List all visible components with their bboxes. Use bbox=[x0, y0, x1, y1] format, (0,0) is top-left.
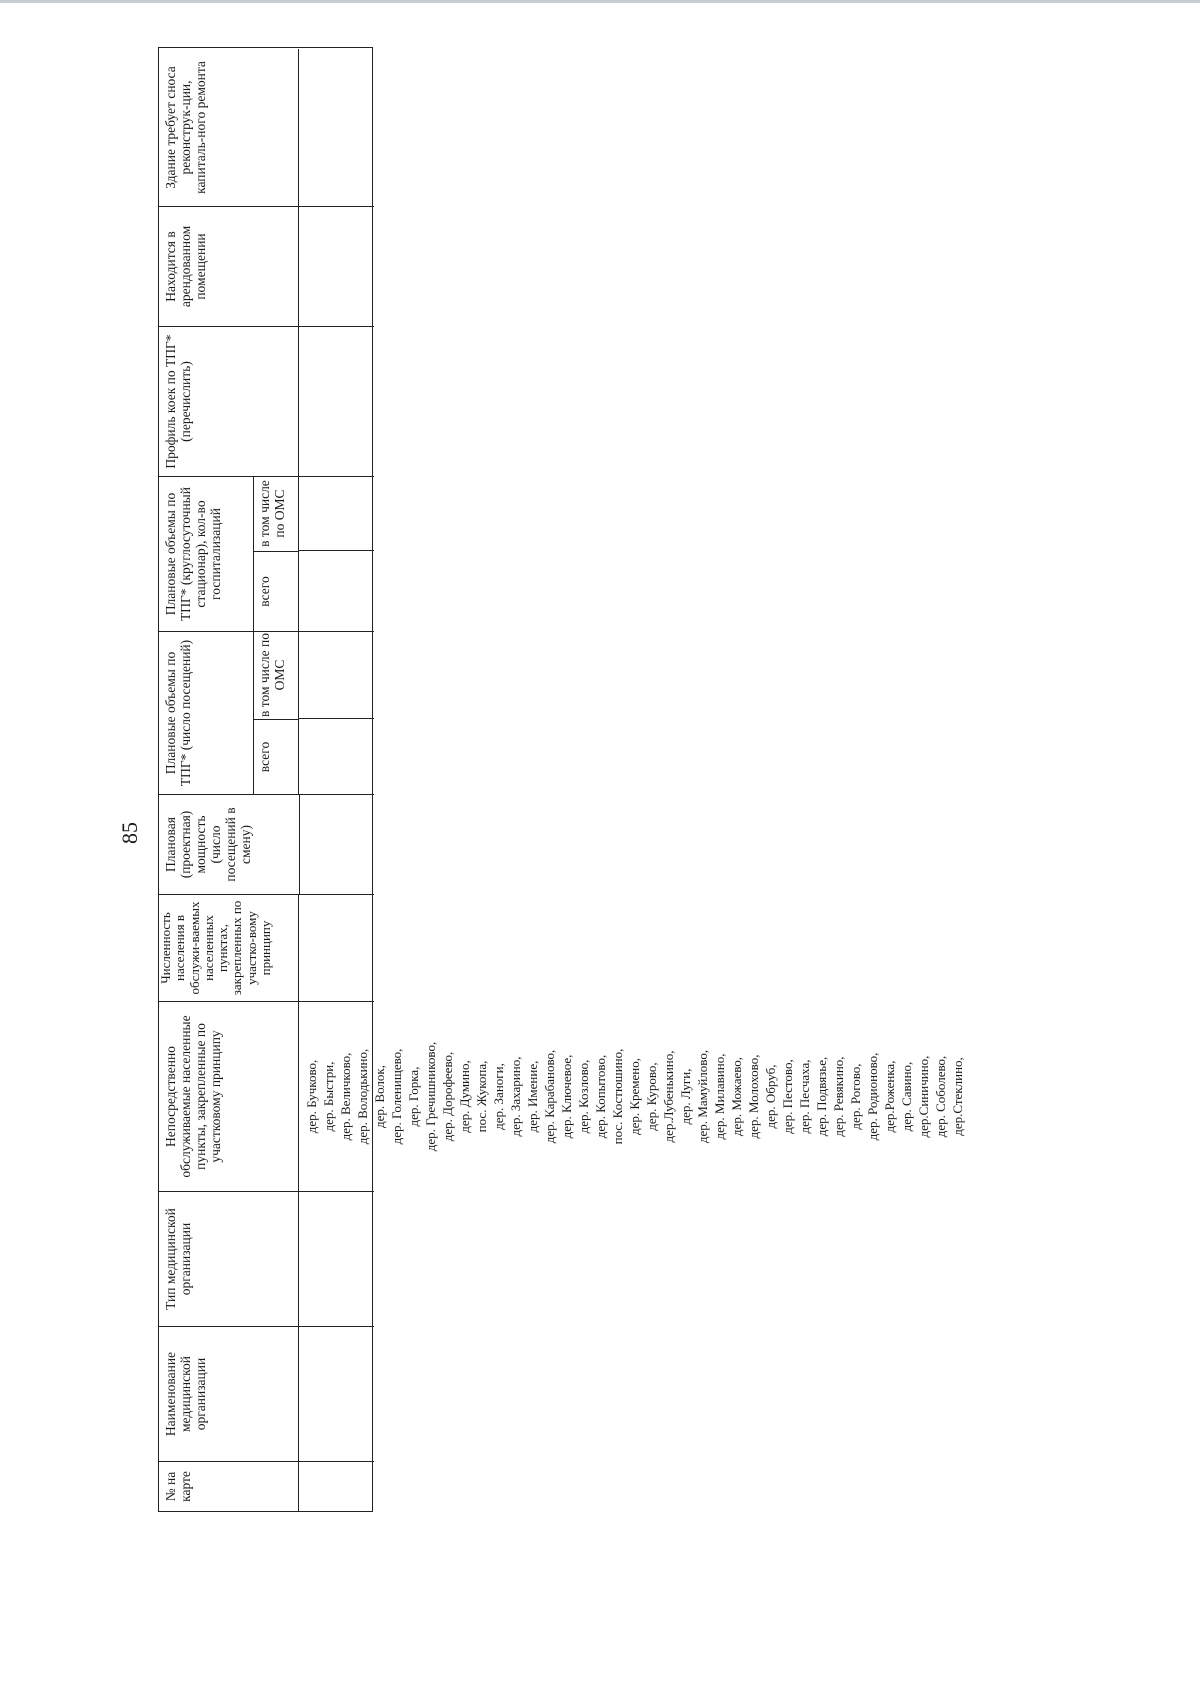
scan-edge bbox=[0, 0, 1200, 3]
column-capacity bbox=[159, 794, 374, 894]
column-org-type bbox=[159, 1191, 374, 1326]
column-visits bbox=[159, 631, 374, 794]
settlement-item: дер. Карабаново, bbox=[542, 1049, 557, 1144]
column-org-name bbox=[159, 1326, 374, 1461]
settlement-item: дер. Родионово, bbox=[865, 1052, 880, 1141]
column-population bbox=[159, 894, 374, 1001]
header-capacity: Плановая (проектная) мощность (число посещений в смену) bbox=[163, 807, 253, 882]
settlement-item: дер. Бучково, bbox=[304, 1059, 319, 1134]
column-beds bbox=[159, 326, 374, 476]
settlement-item: дер. Ревякино, bbox=[831, 1056, 846, 1137]
header-hospitalizations: Плановые объемы по ТПГ* (круглосуточный стационар), кол-во госпитализаций bbox=[159, 477, 254, 631]
settlement-item: дер. Копытово, bbox=[593, 1054, 608, 1139]
header-hosp-total: всего bbox=[254, 551, 299, 631]
column-settlements bbox=[159, 1001, 965, 1191]
settlement-item: дер. Обруб, bbox=[763, 1064, 778, 1129]
settlement-item: дер. Пестово, bbox=[780, 1059, 795, 1134]
settlement-item: дер. Милавино, bbox=[712, 1053, 727, 1140]
settlement-item: дер. Думино, bbox=[457, 1060, 472, 1133]
column-map-no bbox=[159, 1461, 374, 1511]
settlement-item: дер. Горка, bbox=[406, 1066, 421, 1127]
settlement-item: дер. Володькино, bbox=[355, 1048, 370, 1145]
settlement-item: дер. Песчаха, bbox=[797, 1059, 812, 1134]
header-beds: Профиль коек по ТПГ* (перечислить) bbox=[159, 327, 299, 476]
header-hosp-oms: в том числе по ОМС bbox=[254, 476, 299, 551]
rotated-table-wrapper bbox=[158, 47, 965, 1512]
settlement-item: дер. Дорофеево, bbox=[440, 1051, 455, 1142]
settlement-item: дер.Синичино, bbox=[916, 1055, 931, 1138]
settlement-item: дер. Савино, bbox=[899, 1061, 914, 1132]
settlement-item: дер. Кремено, bbox=[627, 1057, 642, 1136]
settlement-item: дер. Гречишниково, bbox=[423, 1041, 438, 1152]
column-repair bbox=[159, 49, 374, 206]
header-visits-total: всего bbox=[254, 719, 299, 794]
settlement-item: дер. Луги, bbox=[678, 1068, 693, 1125]
settlement-item: дер. Подвязье, bbox=[814, 1056, 829, 1137]
settlements-list bbox=[303, 1006, 966, 1187]
page-number: 85 bbox=[117, 822, 142, 844]
settlement-item: дер.Роженка, bbox=[882, 1060, 897, 1133]
column-hospitalizations bbox=[159, 476, 374, 631]
header-visits: Плановые объемы по ТПГ* (число посещений) bbox=[159, 632, 254, 794]
header-repair: Здание требует сноса реконструк-ции, капиталь-ного ремонта bbox=[159, 49, 299, 206]
settlement-item: дер. Имение, bbox=[525, 1060, 540, 1133]
settlement-item: дер. Быстри, bbox=[321, 1061, 336, 1132]
header-org-name: Наименование медицинской организации bbox=[159, 1327, 299, 1461]
settlement-item: дер. Величково, bbox=[338, 1052, 353, 1141]
header-settlements: Непосредственно обслуживаемые населенные пункты, закрепленные по участковому принципу bbox=[159, 1002, 299, 1191]
header-map-no: № на карте bbox=[159, 1462, 299, 1511]
settlement-item: дер. Козлово, bbox=[576, 1059, 591, 1134]
settlement-item: пос. Жукопа, bbox=[474, 1060, 489, 1133]
settlement-item: дер. Курово, bbox=[644, 1062, 659, 1131]
header-rented: Находится в арендованном помещении bbox=[159, 207, 299, 326]
facility-table bbox=[158, 47, 965, 1512]
settlement-item: дер. Волок, bbox=[372, 1065, 387, 1128]
column-rented bbox=[159, 206, 374, 326]
settlement-item: дер. Можаево, bbox=[729, 1056, 744, 1137]
settlement-item: дер. Молохово, bbox=[746, 1054, 761, 1139]
settlement-item: дер. Рогово, bbox=[848, 1063, 863, 1130]
settlement-item: дер. Заноги, bbox=[491, 1063, 506, 1130]
settlement-item: дер.Лубенькино, bbox=[661, 1050, 676, 1143]
settlement-item: дер. Захарино, bbox=[508, 1056, 523, 1137]
header-org-type: Тип медицинской организации bbox=[159, 1192, 299, 1326]
settlement-item: дер.Стеклино, bbox=[950, 1057, 965, 1136]
settlement-item: дер. Соболево, bbox=[933, 1055, 948, 1138]
header-visits-oms: в том числе по ОМС bbox=[254, 631, 299, 719]
settlement-item: дер. Голенищево, bbox=[389, 1048, 404, 1145]
settlement-item: дер. Мамуйлово, bbox=[695, 1049, 710, 1144]
settlement-item: пос. Костюшино, bbox=[610, 1048, 625, 1145]
settlement-item: дер. Ключевое, bbox=[559, 1054, 574, 1139]
header-population: Численность населения в обслужи-ваемых населенных пунктах, закрепленных по участко-вому принципу bbox=[159, 895, 299, 1001]
